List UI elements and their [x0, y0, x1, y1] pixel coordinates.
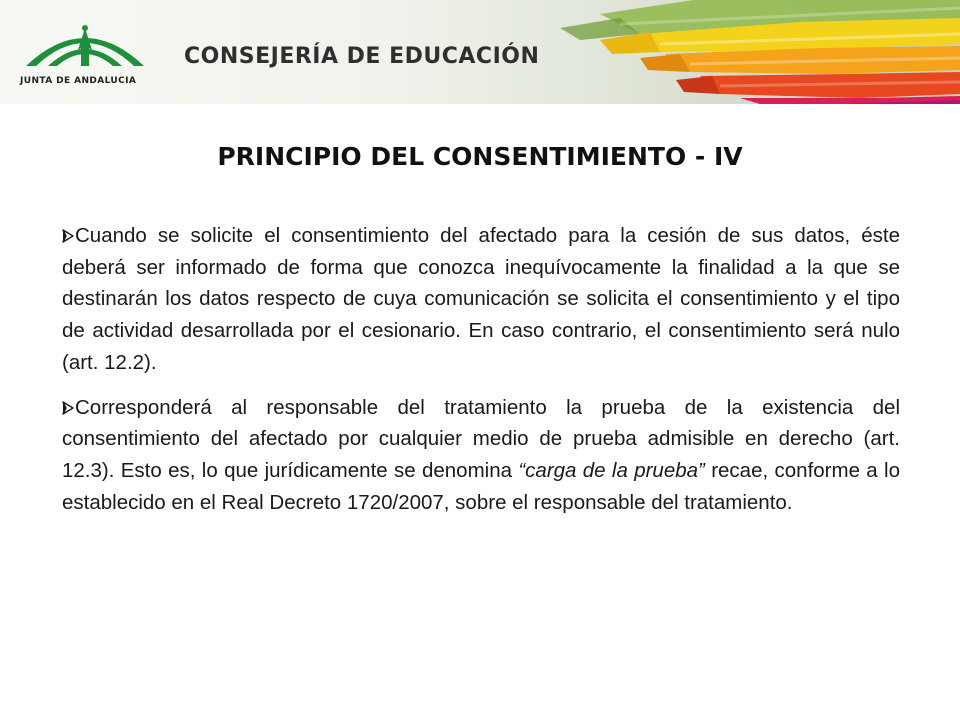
bullet-text-before: Corresponderá al responsable del tratamiento la prueba de la existencia del consentimiento del afectado por cualquier medio de prueba admisible en derecho (art. 12.3). Esto es, lo que jurídicamente se denomina: [62, 395, 900, 482]
bullet-item-consent-information: [62, 220, 900, 379]
slide-title: PRINCIPIO DEL CONSENTIMIENTO - IV: [217, 142, 743, 171]
bullet-item-burden-of-proof: [62, 392, 900, 519]
slide-content: [62, 220, 900, 531]
arrow-bullet-icon: [62, 392, 74, 424]
bullet-text-after: recae, conforme a lo establecido en el Real Decreto 1720/2007, sobre el responsable del tratamiento.: [62, 458, 900, 514]
crayons-decoration-icon: [0, 0, 960, 104]
bullet-text-italic: “carga de la prueba”: [518, 458, 705, 482]
department-title: CONSEJERÍA DE EDUCACIÓN: [184, 44, 540, 69]
logo-caption: JUNTA DE ANDALUCIA: [20, 76, 137, 86]
bullet-text: Cuando se solicite el consentimiento del afectado para la cesión de sus datos, éste deberá ser informado de forma que conozca inequívocamente la finalidad a la que se destinarán los datos respecto de cuya comunicación se solicita el consentimiento y el tipo de actividad desarrollada por el cesionario. En caso contrario, el consentimiento será nulo (art. 12.2).: [62, 224, 900, 374]
arrow-bullet-icon: [62, 220, 74, 252]
header-banner: [0, 0, 960, 104]
